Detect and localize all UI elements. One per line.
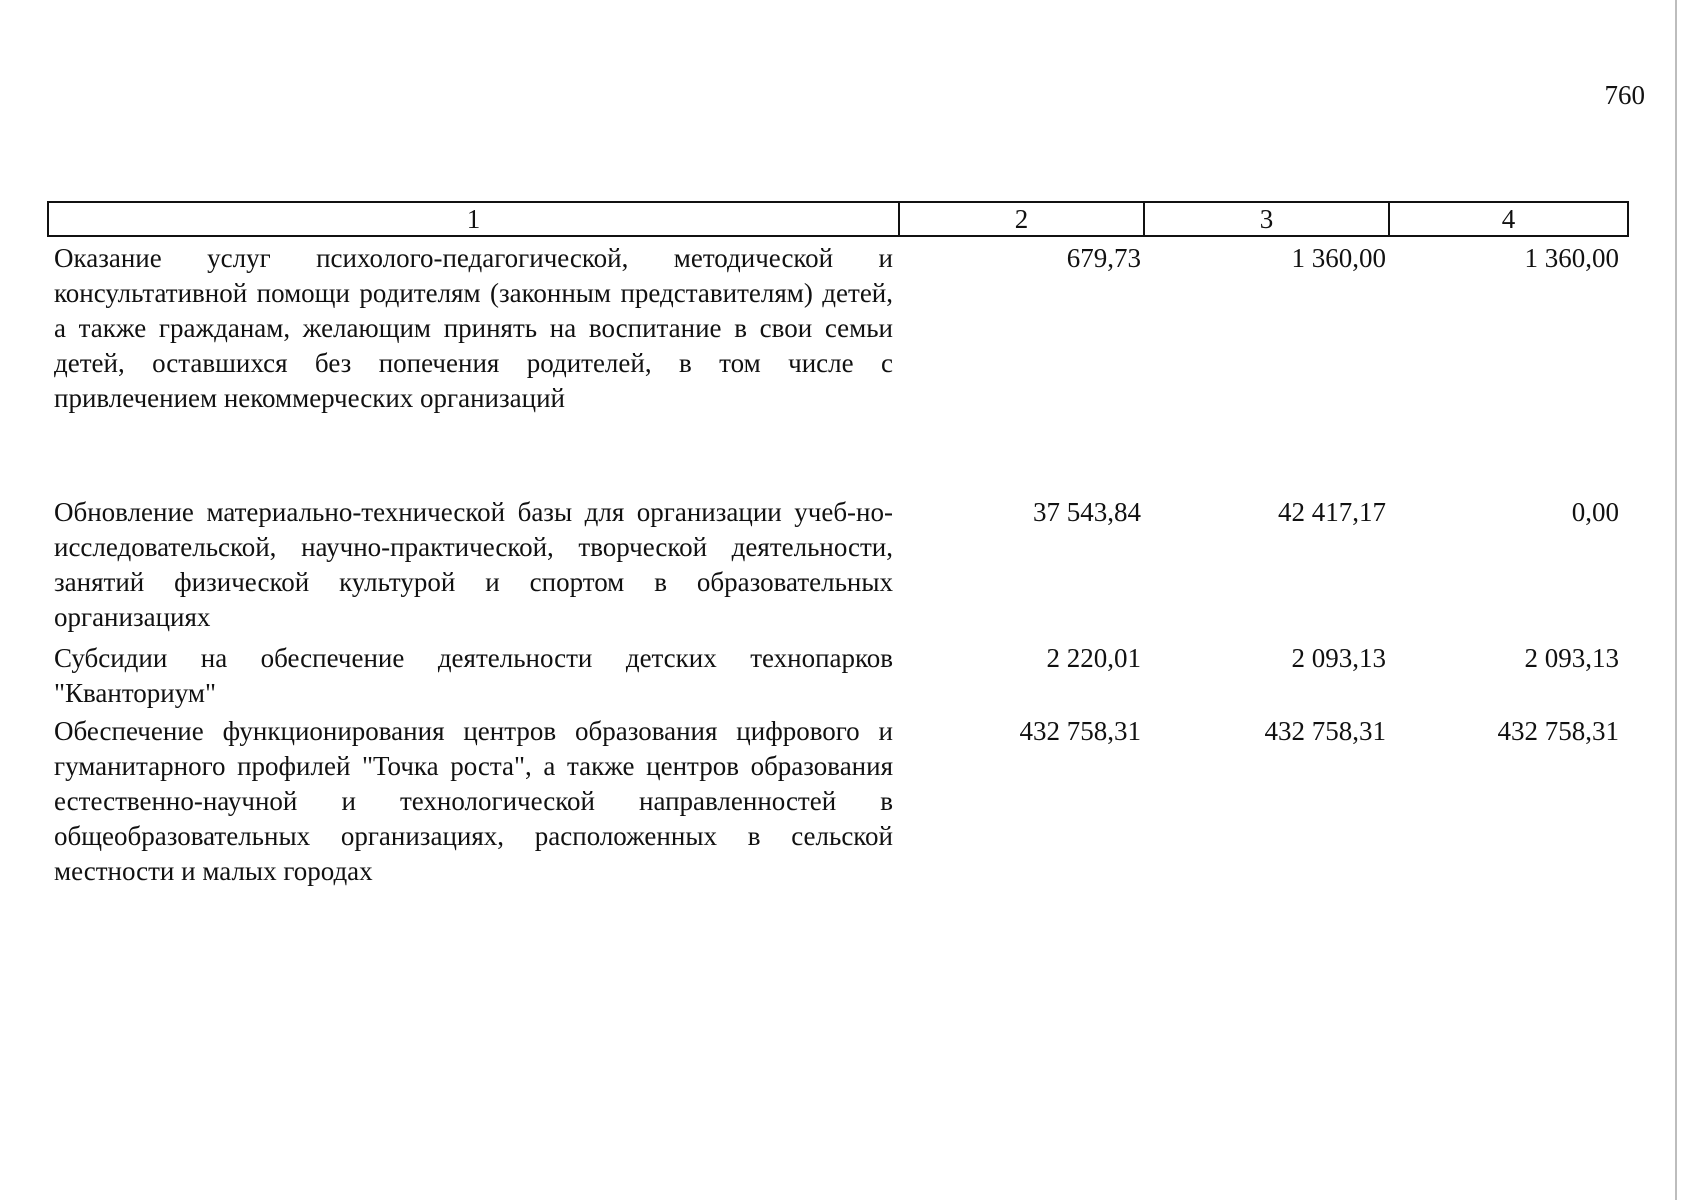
table-header-col-3: 3 bbox=[1143, 203, 1388, 235]
row-value-col-2: 432 758,31 bbox=[1019, 716, 1141, 746]
table-header-col-4: 4 bbox=[1388, 203, 1627, 235]
row-value-col-3: 2 093,13 bbox=[1291, 643, 1386, 673]
table-row bbox=[47, 641, 1629, 711]
page-number: 760 bbox=[1604, 80, 1645, 110]
table-header-row bbox=[47, 201, 1629, 237]
row-value-col-3: 1 360,00 bbox=[1291, 243, 1386, 273]
table-row bbox=[47, 495, 1629, 635]
table-row bbox=[47, 241, 1629, 416]
row-value-col-4: 2 093,13 bbox=[1524, 643, 1619, 673]
row-value-col-2: 679,73 bbox=[1066, 243, 1141, 273]
row-value-col-3: 432 758,31 bbox=[1264, 716, 1386, 746]
row-value-col-4: 1 360,00 bbox=[1524, 243, 1619, 273]
table-header-col-1: 1 bbox=[466, 204, 481, 234]
row-value-col-4: 432 758,31 bbox=[1497, 716, 1619, 746]
row-description: Субсидии на обеспечение деятельности детских технопарков "Кванториум" bbox=[54, 643, 893, 708]
row-value-col-3: 42 417,17 bbox=[1278, 497, 1386, 527]
row-value-col-2: 37 543,84 bbox=[1033, 497, 1141, 527]
row-description: Оказание услуг психолого-педагогической, методической и консультативной помощи родителям (законным представителям) детей, а также гражданам, желающим принять на воспитание в свои семьи детей, оставшихся без попечения родителей, в том числе с привлечением некоммерческих организаций bbox=[54, 243, 893, 413]
row-description: Обновление материально-технической базы для организации учеб-но-исследовательской, научно-практической, творческой деятельности, занятий физической культурой и спортом в образовательных организациях bbox=[54, 497, 893, 632]
row-value-col-4: 0,00 bbox=[1571, 497, 1619, 527]
row-value-col-2: 2 220,01 bbox=[1046, 643, 1141, 673]
table-row bbox=[47, 714, 1629, 889]
table-header-col-2: 2 bbox=[898, 203, 1143, 235]
row-description: Обеспечение функционирования центров образования цифрового и гуманитарного профилей "Точка роста", а также центров образования естественно-научной и технологической направленностей в общеобразовательных организациях, расположенных в сельской местности и малых городах bbox=[54, 716, 893, 886]
scan-edge-line bbox=[1675, 0, 1677, 1200]
